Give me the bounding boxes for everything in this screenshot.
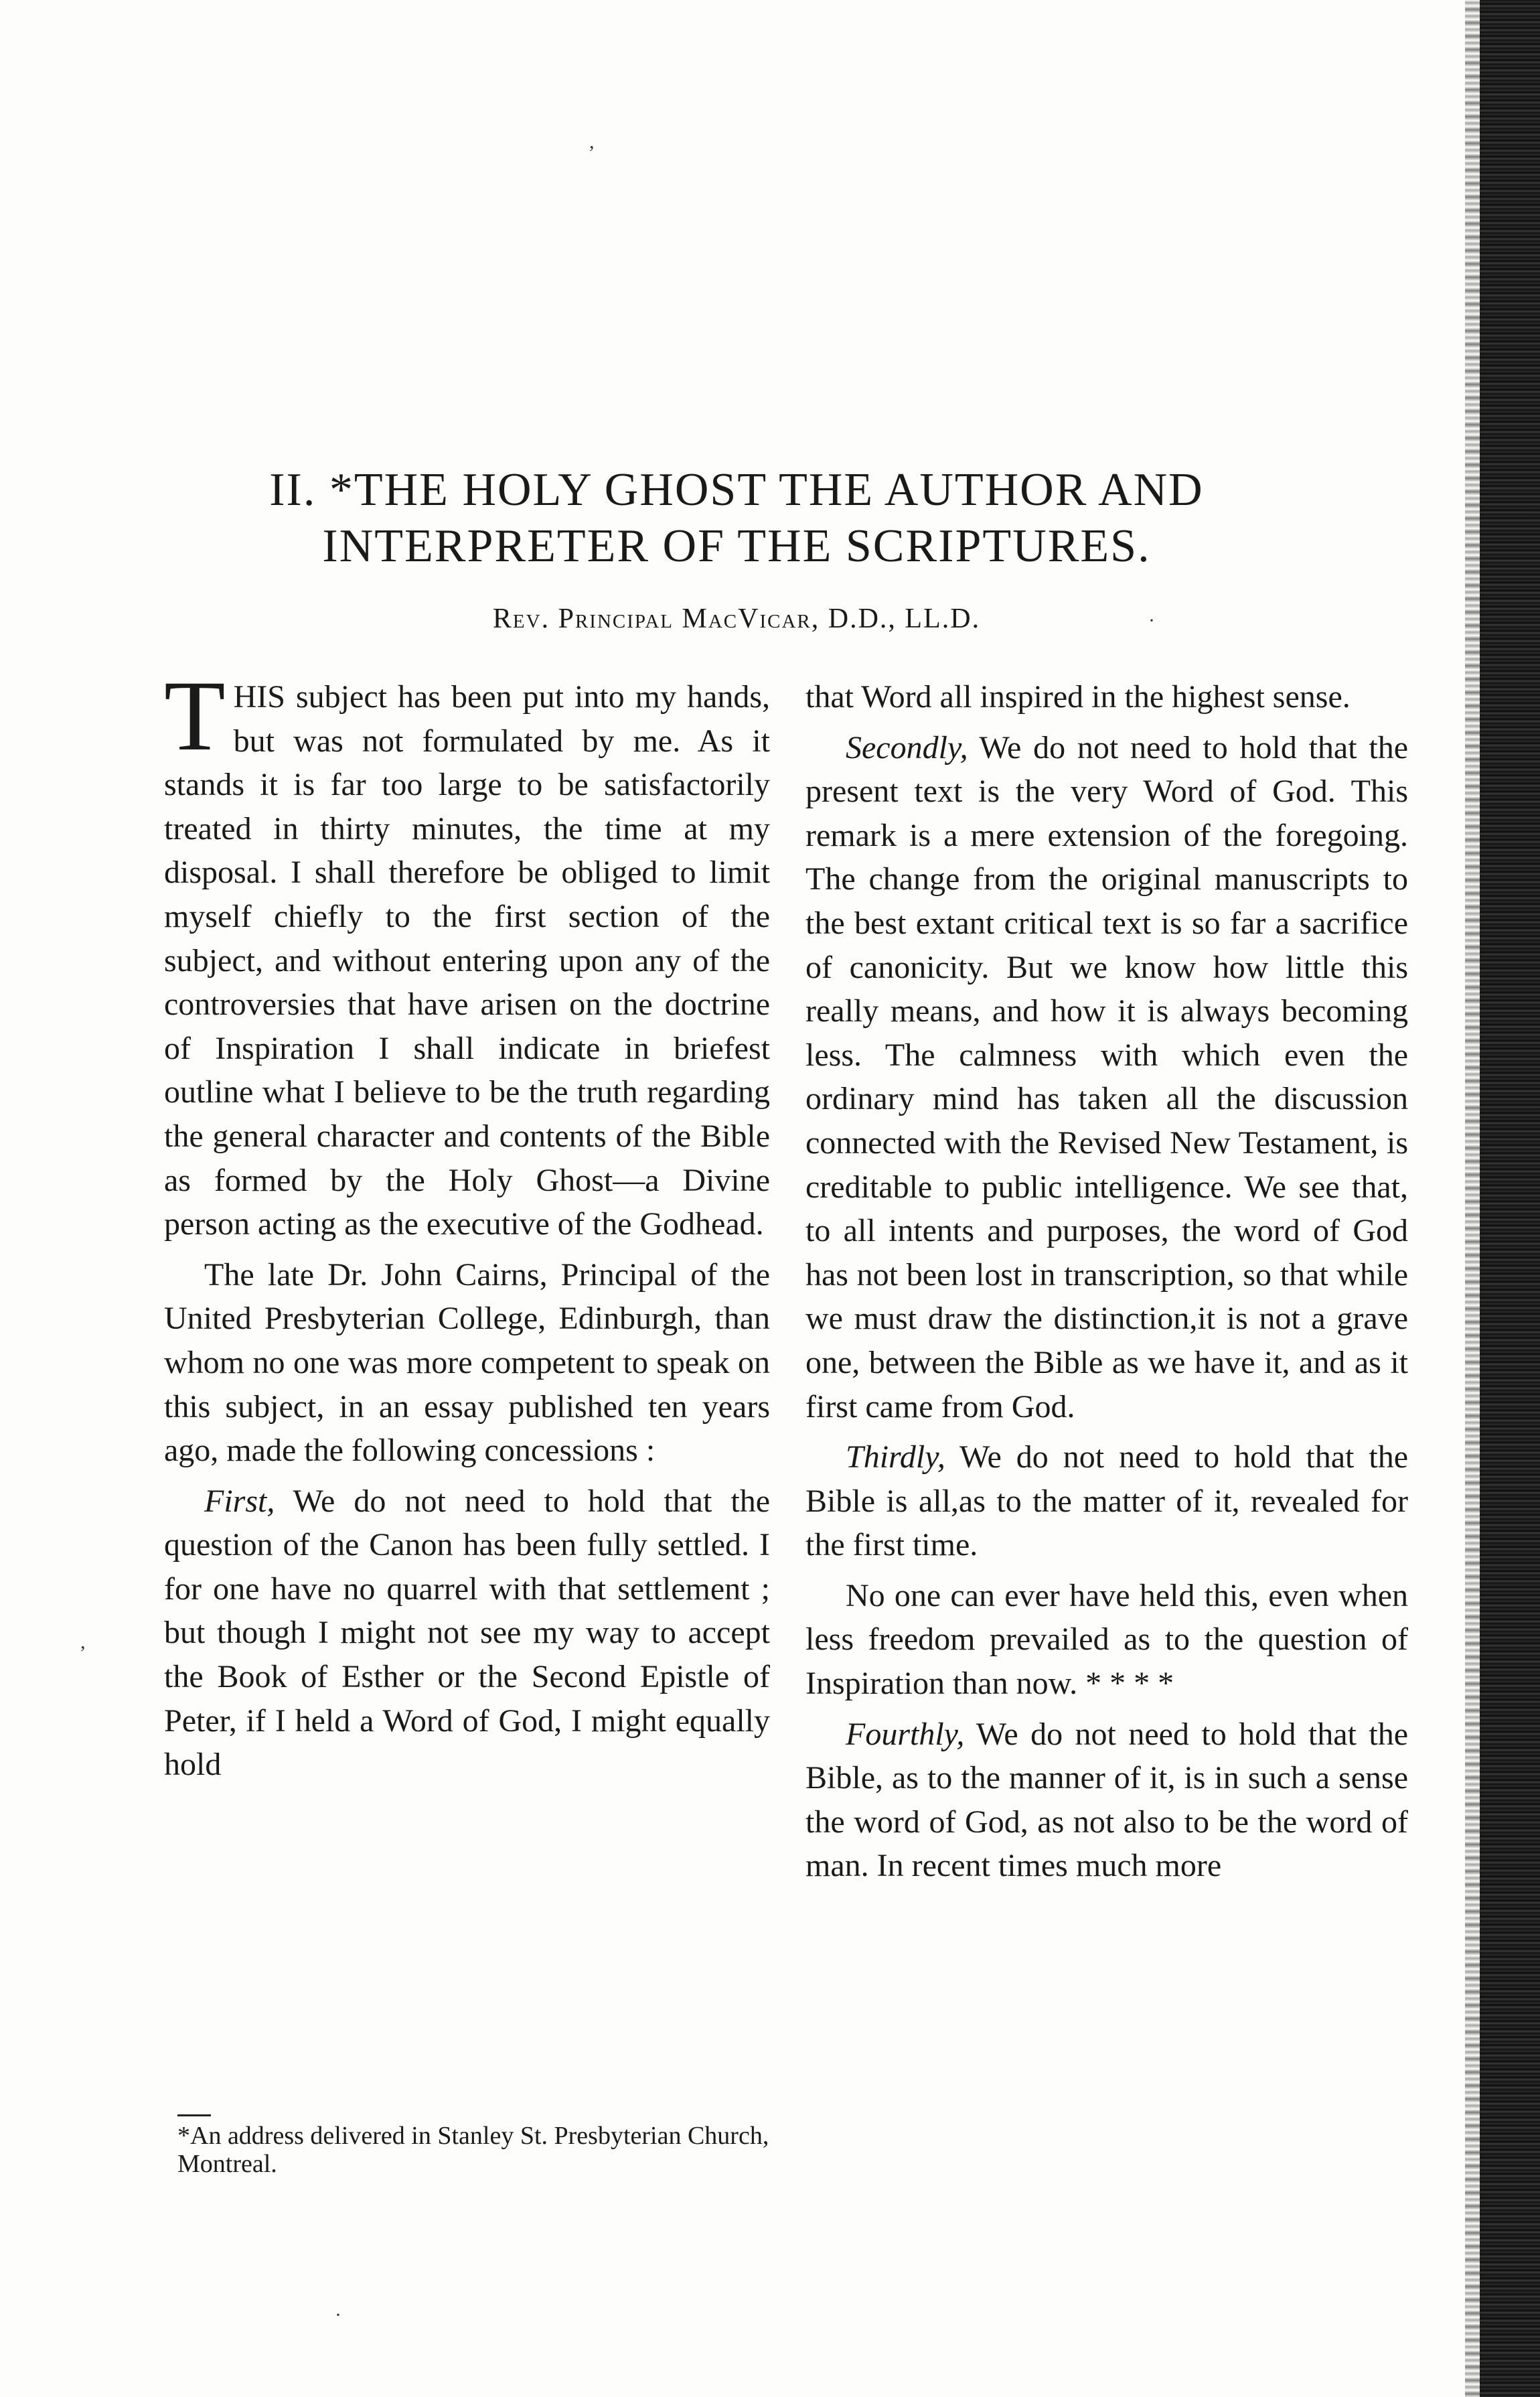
paragraph-continuation: that Word all inspired in the highest sense. xyxy=(805,679,1351,715)
right-column xyxy=(805,675,1408,1888)
author-byline: Rev. Principal MacVicar, D.D., LL.D. xyxy=(492,603,981,634)
print-speck: , xyxy=(80,1631,86,1653)
print-speck: , xyxy=(589,131,595,153)
print-speck: · xyxy=(335,2304,341,2326)
paragraph-cairns: The late Dr. John Cairns, Principal of the United Presbyterian College, Edinburgh, than whom no one was more competent to speak on this subject, in an essay published ten years ago, made the following concessions : xyxy=(164,1256,770,1469)
paragraph-intro xyxy=(164,660,770,1246)
left-column xyxy=(164,660,770,1787)
intro-text: subject has been put into my hands, but was not formulated by me. As it stands it is far too large to be satisfactorily treated in thirty minutes, the time at my disposal. I shall therefore be obliged to limit myself chiefly to the first section of the subject, and without entering upon any of the controversies that have arisen on the doctrine of Inspiration I shall indicate in briefest outline what I believe to be the truth regarding the general character and contents of the Bible as formed by the Holy Ghost—a Divine person acting as the executive of the Godhead. xyxy=(164,679,770,1242)
article-title-line-2: INTERPRETER OF THE SCRIPTURES. xyxy=(322,520,1151,572)
paragraph-secondly xyxy=(805,726,1408,1429)
paragraph-thirdly-text: We do not need to hold that the Bible is all,as to the matter of it, revealed for the first time. xyxy=(805,1439,1408,1563)
paragraph-fourthly-lead: Fourthly, xyxy=(846,1716,965,1752)
print-speck: · xyxy=(1148,609,1155,632)
paragraph-secondly-text: We do not need to hold that the present text is the very Word of God. This remark is a mere extension of the foregoing. The change from the original manuscripts to the best extant critical text is so far a sacrifice of canonicity. But we know how little this really means, and how it is always becoming less. The calmness with which even the ordinary mind has taken all the discussion connected with the Revised New Testament, is creditable to public intelligence. We see that, to all intents and purposes, the word of God has not been lost in transcription, so that while we must draw the distinction,it is not a grave one, between the Bible as we have it, and as it first came from God. xyxy=(805,729,1408,1425)
article-title-line-1: II. *THE HOLY GHOST THE AUTHOR AND xyxy=(269,464,1204,516)
paragraph-first-lead: First, xyxy=(204,1483,275,1519)
page-edge-shadow xyxy=(1480,0,1540,2397)
paragraph-fourthly-text: We do not need to hold that the Bible, as to the manner of it, is in such a sense the word of God, as not also to be the word of man. In recent times much more xyxy=(805,1716,1408,1884)
paragraph-thirdly xyxy=(805,1435,1408,1567)
footnote-rule xyxy=(177,2114,211,2116)
drop-cap: T xyxy=(164,660,226,772)
article-title xyxy=(100,462,1373,575)
paragraph-thirdly-lead: Thirdly, xyxy=(846,1439,945,1475)
paragraph-fourthly xyxy=(805,1713,1408,1888)
footnote: *An address delivered in Stanley St. Presbyterian Church, Montreal. xyxy=(177,2122,769,2178)
paragraph-first xyxy=(164,1479,770,1787)
paragraph-no-one: No one can ever have held this, even when less freedom prevailed as to the question of Inspiration than now. * * * * xyxy=(805,1577,1408,1702)
intro-small-caps: HIS xyxy=(233,679,285,715)
paragraph-secondly-lead: Secondly, xyxy=(846,729,968,766)
paragraph-first-text: We do not need to hold that the question of the Canon has been fully settled. I for one have no quarrel with that settlement ; but though I might not see my way to accept the Book of Esther or the Second Epistle of Peter, if I held a Word of God, I might equally hold xyxy=(164,1483,770,1783)
